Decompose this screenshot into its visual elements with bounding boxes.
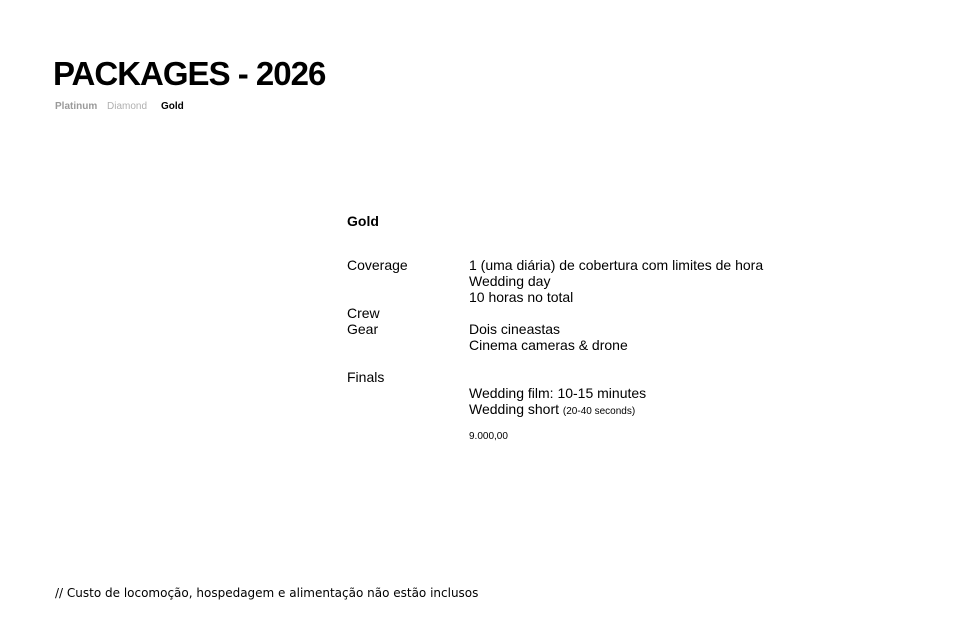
crew-gear-line: Cinema cameras & drone (469, 337, 628, 353)
package-name: Gold (347, 213, 379, 229)
coverage-label: Coverage (347, 257, 408, 273)
coverage-line: 1 (uma diária) de cobertura com limites de hora (469, 257, 764, 273)
package-price: 9.000,00 (469, 431, 508, 442)
page-title: PACKAGES - 2026 (53, 55, 326, 92)
tab-gold[interactable]: Gold (161, 101, 184, 112)
crew-label: Crew (347, 305, 380, 321)
footnote: // Custo de locomoção, hospedagem e alimentação não estão inclusos (55, 586, 479, 600)
finals-duration-note: (20-40 seconds) (562, 406, 636, 417)
tab-platinum[interactable]: Platinum (55, 101, 98, 112)
crew-gear-line: Dois cineastas (469, 321, 561, 337)
finals-line: Wedding film: 10-15 minutes (469, 385, 647, 401)
finals-label: Finals (347, 369, 385, 385)
tab-diamond[interactable]: Diamond (107, 101, 148, 112)
finals-line (469, 401, 635, 420)
gear-label: Gear (347, 321, 379, 337)
coverage-line: Wedding day (469, 273, 551, 289)
coverage-line: 10 horas no total (469, 289, 574, 305)
finals-line-text: Wedding short (469, 401, 560, 417)
